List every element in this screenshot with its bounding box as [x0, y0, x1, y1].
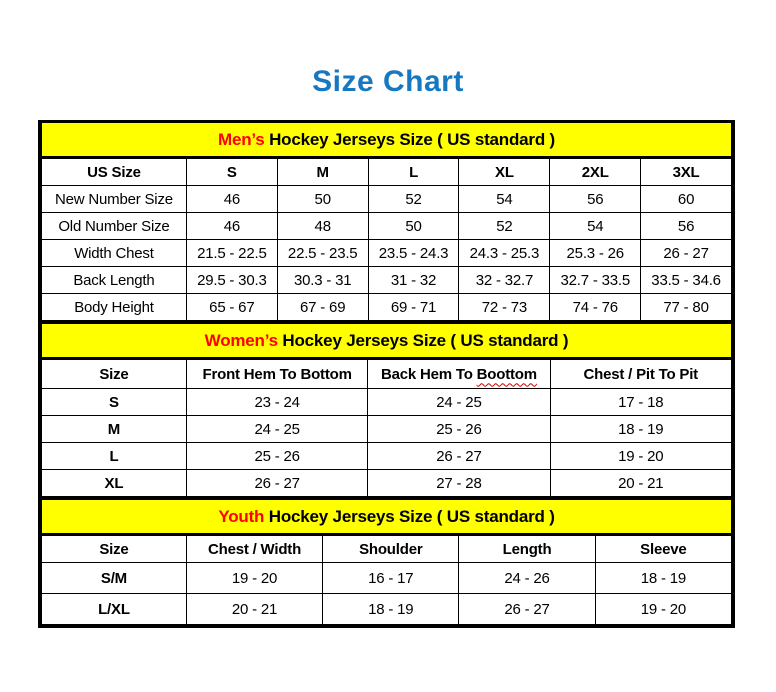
mens-size-table: [41, 123, 732, 321]
womens-band-row: [42, 323, 732, 359]
mens-header-m: M: [277, 158, 368, 186]
value-cell: 20 - 21: [186, 594, 322, 625]
value-cell: 24 - 26: [459, 563, 595, 594]
row-label: L: [42, 443, 187, 470]
table-row: [42, 594, 732, 625]
table-row: [42, 294, 732, 321]
value-cell: 32 - 32.7: [459, 267, 550, 294]
value-cell: 25 - 26: [368, 416, 550, 443]
mens-header-3xl: 3XL: [641, 158, 732, 186]
value-cell: 48: [277, 213, 368, 240]
youth-size-table: [41, 497, 732, 625]
value-cell: 24 - 25: [186, 416, 367, 443]
value-cell: 27 - 28: [368, 470, 550, 497]
table-row: [42, 213, 732, 240]
row-label: S/M: [42, 563, 187, 594]
table-row: [42, 470, 732, 497]
mens-band-accent: Men’s: [218, 129, 265, 149]
womens-header-size: Size: [42, 359, 187, 389]
womens-header-front-hem: Front Hem To Bottom: [186, 359, 367, 389]
youth-band-accent: Youth: [218, 506, 265, 526]
value-cell: 54: [550, 213, 641, 240]
youth-header-shoulder: Shoulder: [323, 535, 459, 563]
value-cell: 33.5 - 34.6: [641, 267, 732, 294]
mens-band-text: Hockey Jerseys Size ( US standard ): [264, 129, 555, 149]
value-cell: 26 - 27: [368, 443, 550, 470]
value-cell: 77 - 80: [641, 294, 732, 321]
value-cell: 23.5 - 24.3: [368, 240, 459, 267]
row-label: XL: [42, 470, 187, 497]
value-cell: 69 - 71: [368, 294, 459, 321]
value-cell: 50: [277, 186, 368, 213]
womens-header-chest-pit: Chest / Pit To Pit: [550, 359, 731, 389]
value-cell: 21.5 - 22.5: [186, 240, 277, 267]
table-row: [42, 443, 732, 470]
mens-header-us-size: US Size: [42, 158, 187, 186]
value-cell: 16 - 17: [323, 563, 459, 594]
value-cell: 19 - 20: [186, 563, 322, 594]
value-cell: 60: [641, 186, 732, 213]
youth-header-length: Length: [459, 535, 595, 563]
value-cell: 18 - 19: [323, 594, 459, 625]
value-cell: 20 - 21: [550, 470, 731, 497]
youth-band-text: Hockey Jerseys Size ( US standard ): [264, 506, 555, 526]
value-cell: 72 - 73: [459, 294, 550, 321]
womens-band-accent: Women’s: [204, 330, 278, 350]
value-cell: 46: [186, 186, 277, 213]
value-cell: 22.5 - 23.5: [277, 240, 368, 267]
value-cell: 67 - 69: [277, 294, 368, 321]
back-hem-prefix: Back Hem To: [380, 365, 477, 383]
value-cell: 54: [459, 186, 550, 213]
row-label: S: [42, 389, 187, 416]
mens-header-2xl: 2XL: [550, 158, 641, 186]
page-title: Size Chart: [312, 65, 464, 98]
value-cell: 52: [368, 186, 459, 213]
value-cell: 25.3 - 26: [550, 240, 641, 267]
value-cell: 65 - 67: [186, 294, 277, 321]
table-row: [42, 563, 732, 594]
value-cell: 26 - 27: [459, 594, 595, 625]
youth-header-chest-width: Chest / Width: [186, 535, 322, 563]
value-cell: 56: [641, 213, 732, 240]
mens-header-l: L: [368, 158, 459, 186]
youth-header-sleeve: Sleeve: [595, 535, 731, 563]
value-cell: 74 - 76: [550, 294, 641, 321]
table-row: [42, 186, 732, 213]
youth-header-size: Size: [42, 535, 187, 563]
row-label: Back Length: [42, 267, 187, 294]
value-cell: 23 - 24: [186, 389, 367, 416]
youth-band-row: [42, 499, 732, 535]
row-label: Old Number Size: [42, 213, 187, 240]
womens-band-text: Hockey Jerseys Size ( US standard ): [277, 330, 569, 350]
row-label: New Number Size: [42, 186, 187, 213]
youth-band: [42, 499, 732, 535]
womens-size-table: [41, 321, 732, 497]
value-cell: 18 - 19: [550, 416, 731, 443]
value-cell: 26 - 27: [186, 470, 367, 497]
row-label: M: [42, 416, 187, 443]
value-cell: 19 - 20: [550, 443, 731, 470]
value-cell: 29.5 - 30.3: [186, 267, 277, 294]
table-row: [42, 416, 732, 443]
womens-header-row: [42, 359, 732, 389]
value-cell: 26 - 27: [641, 240, 732, 267]
value-cell: 19 - 20: [595, 594, 731, 625]
value-cell: 17 - 18: [550, 389, 731, 416]
youth-header-row: [42, 535, 732, 563]
mens-band: [42, 123, 732, 158]
row-label: Width Chest: [42, 240, 187, 267]
value-cell: 56: [550, 186, 641, 213]
back-hem-misspelled-word: Boottom: [476, 365, 537, 383]
table-row: [42, 267, 732, 294]
mens-header-row: [42, 158, 732, 186]
table-row: [42, 240, 732, 267]
value-cell: 18 - 19: [595, 563, 731, 594]
value-cell: 32.7 - 33.5: [550, 267, 641, 294]
value-cell: 30.3 - 31: [277, 267, 368, 294]
value-cell: 24 - 25: [368, 389, 550, 416]
value-cell: 50: [368, 213, 459, 240]
womens-header-back-hem: [368, 359, 550, 389]
value-cell: 24.3 - 25.3: [459, 240, 550, 267]
row-label: Body Height: [42, 294, 187, 321]
row-label: L/XL: [42, 594, 187, 625]
mens-header-xl: XL: [459, 158, 550, 186]
size-chart-container: [38, 120, 735, 628]
value-cell: 46: [186, 213, 277, 240]
table-row: [42, 389, 732, 416]
mens-header-s: S: [186, 158, 277, 186]
value-cell: 25 - 26: [186, 443, 367, 470]
value-cell: 52: [459, 213, 550, 240]
mens-band-row: [42, 123, 732, 158]
value-cell: 31 - 32: [368, 267, 459, 294]
womens-band: [42, 323, 732, 359]
